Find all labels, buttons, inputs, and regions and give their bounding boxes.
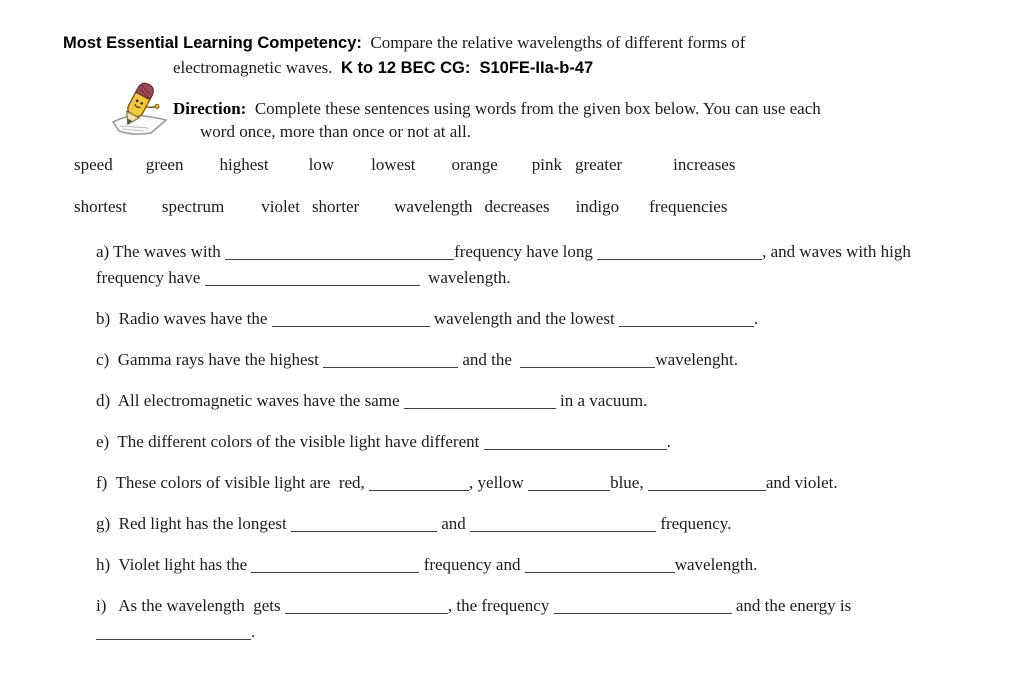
sentence-f (96, 470, 983, 496)
word-bank-item: shorter (311, 197, 360, 216)
word-bank-item: shortest (74, 197, 127, 216)
direction-block (173, 97, 821, 143)
sentence-text: wavelength and the lowest (429, 309, 619, 328)
sentence-h (96, 552, 983, 578)
sentence-text: and (437, 514, 471, 533)
sentence-d (96, 388, 983, 414)
melc-label: Most Essential Learning Competency: (63, 34, 362, 52)
sentence-label: b) (96, 309, 111, 328)
sentence-text: As the wavelength gets (106, 596, 285, 615)
direction-label: Direction: (173, 99, 247, 118)
sentence-text: and violet. (765, 473, 838, 492)
sentence-text: , yellow (469, 473, 529, 492)
word-bank-item: speed (74, 155, 113, 174)
sentence-text: frequency have long (454, 242, 598, 261)
fill-in-blank[interactable] (554, 599, 732, 614)
direction-line-1 (173, 97, 821, 120)
fill-in-blank[interactable] (525, 558, 675, 573)
sentence-text: . (753, 309, 759, 328)
melc-line-1 (63, 31, 745, 56)
sentence-text: and the energy is (731, 596, 852, 615)
sentence-text: Violet light has the (110, 555, 252, 574)
sentence-text: frequency and (419, 555, 525, 574)
sentence-label: c) (96, 350, 110, 369)
sentence-label: e) (96, 432, 110, 451)
word-bank-item: low (308, 155, 335, 174)
word-bank-item: green (145, 155, 184, 174)
sentence-g (96, 511, 983, 537)
fill-in-blank[interactable] (251, 558, 419, 573)
melc-header (63, 31, 745, 81)
word-bank-item: indigo (575, 197, 620, 216)
direction-text: Complete these sentences using words from the given box below. You can use each (246, 99, 821, 118)
word-bank-item: lowest (371, 155, 416, 174)
word-bank-item: frequencies (649, 197, 728, 216)
melc-line-2 (63, 56, 745, 81)
sentence-text: Gamma rays have the highest (109, 350, 324, 369)
fill-in-blank[interactable] (369, 476, 469, 491)
word-bank-item: spectrum (161, 197, 225, 216)
sentence-text: The different colors of the visible light have different (109, 432, 484, 451)
curriculum-code: K to 12 BEC CG: S10FE-IIa-b-47 (341, 59, 594, 77)
sentence-i (96, 593, 983, 645)
sentence-a (96, 239, 983, 291)
word-bank-item: decreases (484, 197, 550, 216)
fill-in-blank[interactable] (648, 476, 766, 491)
word-bank-item: pink (531, 155, 562, 174)
sentence-text: Radio waves have the (110, 309, 272, 328)
word-bank-item: wavelength (394, 197, 473, 216)
fill-in-blank[interactable] (520, 353, 655, 368)
sentence-text: in a vacuum. (555, 391, 648, 410)
sentence-label: a) (96, 242, 110, 261)
sentence-text: blue, (610, 473, 648, 492)
fill-in-blank[interactable] (484, 435, 667, 450)
fill-in-blank[interactable] (225, 245, 454, 260)
sentence-text: wavelength. (419, 268, 511, 287)
sentence-text: The waves with (109, 242, 226, 261)
word-bank-row-2 (74, 197, 727, 217)
direction-line-2: word once, more than once or not at all. (200, 122, 471, 141)
sentence-text: Red light has the longest (110, 514, 292, 533)
pencil-mascot-icon (108, 82, 170, 138)
sentence-text: frequency. (656, 514, 732, 533)
sentence-text: wavelength. (674, 555, 758, 574)
fill-in-blank[interactable] (205, 271, 420, 286)
fill-in-blank[interactable] (619, 312, 754, 327)
fill-in-blank[interactable] (404, 394, 556, 409)
sentence-text: and the (458, 350, 521, 369)
sentence-c (96, 347, 983, 373)
word-bank-item: orange (451, 155, 498, 174)
sentence-label: d) (96, 391, 111, 410)
sentence-text: These colors of visible light are red, (107, 473, 370, 492)
fill-in-blank[interactable] (323, 353, 458, 368)
sentence-text: All electromagnetic waves have the same (110, 391, 404, 410)
word-bank-item: highest (219, 155, 269, 174)
word-bank-item: greater (574, 155, 623, 174)
sentence-list (96, 239, 983, 660)
sentence-label: g) (96, 514, 111, 533)
melc-text: Compare the relative wavelengths of different forms of (361, 33, 746, 52)
fill-in-blank[interactable] (291, 517, 437, 532)
sentence-label: h) (96, 555, 111, 574)
fill-in-blank[interactable] (528, 476, 610, 491)
fill-in-blank[interactable] (285, 599, 448, 614)
sentence-b (96, 306, 983, 332)
fill-in-blank[interactable] (597, 245, 762, 260)
fill-in-blank[interactable] (470, 517, 656, 532)
sentence-text: frequency have (96, 268, 205, 287)
word-bank-item: violet (261, 197, 300, 216)
word-bank-item: increases (673, 155, 736, 174)
fill-in-blank[interactable] (96, 625, 251, 640)
sentence-label: f) (96, 473, 108, 492)
sentence-text: . (666, 432, 671, 451)
sentence-text: . (251, 622, 256, 641)
melc-text-continued: electromagnetic waves. (173, 58, 342, 77)
sentence-text: , and waves with high (762, 242, 911, 261)
word-bank-row-1 (74, 155, 735, 175)
sentence-label: i) (96, 596, 107, 615)
fill-in-blank[interactable] (272, 312, 430, 327)
sentence-text: , the frequency (447, 596, 554, 615)
sentence-text: wavelenght. (655, 350, 739, 369)
sentence-e (96, 429, 983, 455)
